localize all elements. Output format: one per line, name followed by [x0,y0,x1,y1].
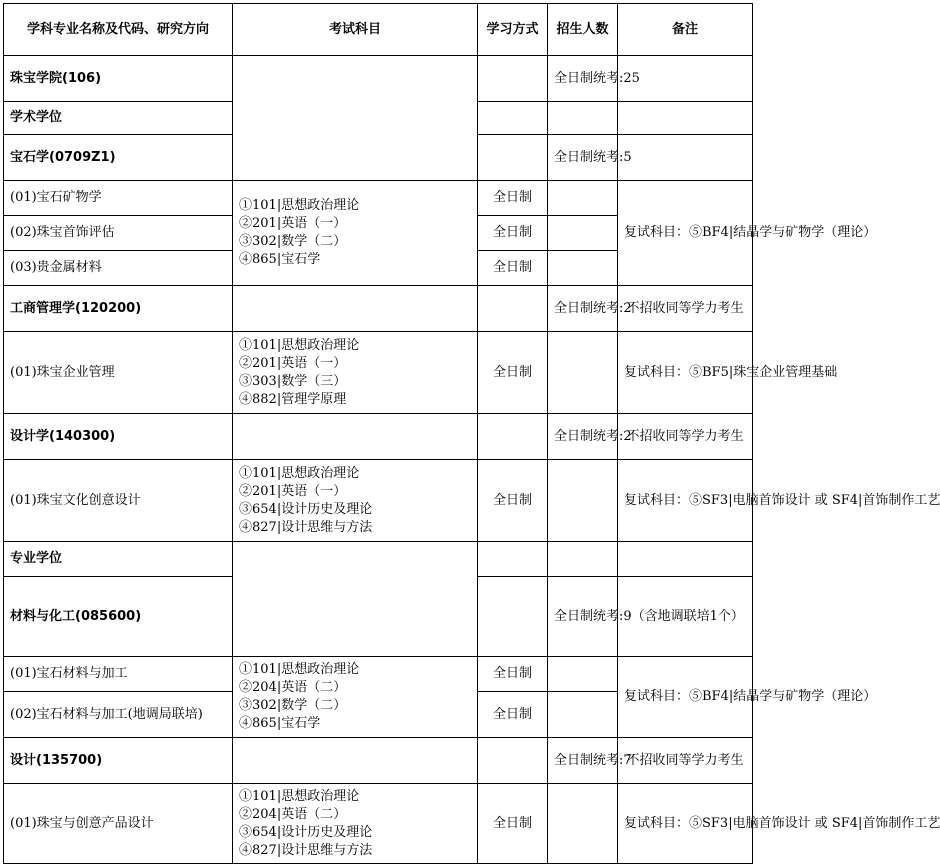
empty-cell [478,577,548,657]
enrollment-table [3,3,940,864]
des2-plan: 全日制统考:7 [548,738,618,784]
des2-note-short: 不招收同等学力考生 [618,738,753,784]
mat-exam-subjects [233,657,478,738]
design-note-short: 不招收同等学力考生 [618,414,753,460]
empty-cell [548,542,618,577]
subject-line: ③302|数学（二） [239,234,347,249]
subject-line: ①101|思想政治理论 [239,465,360,481]
gem-program-name: 宝石学(0709Z1) [4,135,233,181]
des2-direction-1: (01)珠宝与创意产品设计 [4,784,233,864]
gem-direction-2-mode: 全日制 [478,216,548,251]
subject-line: ②204|英语（二） [239,806,347,822]
gem-exam-subjects [233,181,478,286]
gem-direction-3-mode: 全日制 [478,251,548,286]
empty-cell [233,286,478,332]
empty-cell [618,135,753,181]
empty-cell [233,414,478,460]
biz-direction-1-mode: 全日制 [478,332,548,414]
design-note: 复试科目：⑤SF3|电脑首饰设计 或 SF4|首饰制作工艺 [618,460,753,542]
header-enrollment: 招生人数 [548,4,618,56]
table-row [4,332,753,414]
section-professional: 专业学位 [4,542,233,577]
gem-direction-1-mode: 全日制 [478,181,548,216]
mat-plan: 全日制统考:9（含地调联培1个） [548,577,618,657]
empty-cell [233,738,478,784]
table-row [4,414,753,460]
biz-plan: 全日制统考:2 [548,286,618,332]
empty-cell [233,56,478,181]
biz-exam-subjects [233,332,478,414]
subject-line: ④865|宝石学 [239,252,321,267]
design-exam-subjects [233,460,478,542]
table-row [4,738,753,784]
empty-cell [548,692,618,738]
empty-cell [233,542,478,657]
subject-line: ③654|设计历史及理论 [239,824,373,840]
table-row [4,181,753,216]
subject-line: ③303|数学（三） [239,373,347,389]
empty-cell [478,414,548,460]
gem-direction-1: (01)宝石矿物学 [4,181,233,216]
des2-note: 复试科目：⑤SF3|电脑首饰设计 或 SF4|首饰制作工艺 [618,784,753,864]
table-row [4,657,753,692]
empty-cell [478,56,548,102]
subject-line: ①101|思想政治理论 [239,788,360,804]
subject-line: ④827|设计思维与方法 [239,519,373,535]
mat-direction-1: (01)宝石材料与加工 [4,657,233,692]
mat-direction-2-mode: 全日制 [478,692,548,738]
gem-note: 复试科目：⑤BF4|结晶学与矿物学（理论） [618,181,753,286]
mat-program-name: 材料与化工(085600) [4,577,233,657]
design-direction-1: (01)珠宝文化创意设计 [4,460,233,542]
biz-note-short: 不招收同等学力考生 [618,286,753,332]
empty-cell [548,102,618,135]
gem-direction-2: (02)珠宝首饰评估 [4,216,233,251]
subject-line: ②204|英语（二） [239,680,347,695]
empty-cell [478,286,548,332]
empty-cell [478,738,548,784]
subject-line: ④882|管理学原理 [239,391,347,407]
subject-line: ②201|英语（一） [239,216,347,231]
biz-note: 复试科目：⑤BF5|珠宝企业管理基础 [618,332,753,414]
table-row [4,784,753,864]
empty-cell [548,784,618,864]
design-plan: 全日制统考:2 [548,414,618,460]
subject-line: ③654|设计历史及理论 [239,501,373,517]
mat-note: 复试科目：⑤BF4|结晶学与矿物学（理论） [618,657,753,738]
section-academic: 学术学位 [4,102,233,135]
design-direction-1-mode: 全日制 [478,460,548,542]
des2-direction-1-mode: 全日制 [478,784,548,864]
header-row [4,4,753,56]
school-name: 珠宝学院(106) [4,56,233,102]
mat-direction-1-mode: 全日制 [478,657,548,692]
biz-direction-1: (01)珠宝企业管理 [4,332,233,414]
subject-line: ②201|英语（一） [239,483,347,499]
empty-cell [478,102,548,135]
subject-line: ②201|英语（一） [239,355,347,371]
empty-cell [548,657,618,692]
table-row [4,286,753,332]
biz-program-name: 工商管理学(120200) [4,286,233,332]
header-exam-subjects: 考试科目 [233,4,478,56]
gem-direction-3: (03)贵金属材料 [4,251,233,286]
subject-line: ③302|数学（二） [239,698,347,713]
school-plan: 全日制统考:25 [548,56,618,102]
empty-cell [618,102,753,135]
des2-program-name: 设计(135700) [4,738,233,784]
empty-cell [548,460,618,542]
table-row [4,56,753,102]
subject-line: ①101|思想政治理论 [239,662,360,677]
header-program: 学科专业名称及代码、研究方向 [4,4,233,56]
empty-cell [548,181,618,216]
subject-line: ④865|宝石学 [239,716,321,731]
header-notes: 备注 [618,4,753,56]
empty-cell [618,542,753,577]
empty-cell [478,542,548,577]
subject-line: ①101|思想政治理论 [239,198,360,213]
design-program-name: 设计学(140300) [4,414,233,460]
header-study-mode: 学习方式 [478,4,548,56]
mat-direction-2: (02)宝石材料与加工(地调局联培) [4,692,233,738]
des2-exam-subjects [233,784,478,864]
subject-line: ①101|思想政治理论 [239,337,360,353]
empty-cell [548,216,618,251]
gem-plan: 全日制统考:5 [548,135,618,181]
empty-cell [478,135,548,181]
table-row [4,460,753,542]
subject-line: ④827|设计思维与方法 [239,842,373,858]
table-row [4,542,753,577]
empty-cell [548,332,618,414]
empty-cell [548,251,618,286]
